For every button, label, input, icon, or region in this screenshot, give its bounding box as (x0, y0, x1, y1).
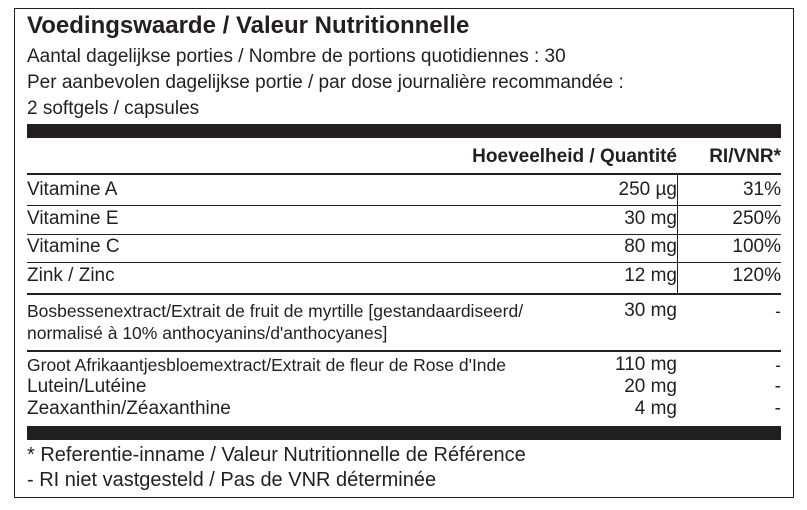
nutrient-ri: - (774, 398, 781, 419)
section-rule (27, 350, 781, 352)
nutrient-ri: 100% (732, 236, 781, 257)
extract-ri: - (775, 301, 781, 321)
table-row (27, 375, 781, 399)
nutrient-quantity: 250 µg (618, 179, 677, 200)
row-divider (27, 262, 781, 263)
table-row (27, 353, 781, 377)
nutrient-name: Vitamine E (27, 208, 119, 229)
nutrient-name: Zink / Zinc (27, 265, 115, 286)
ri-column-header: RI/VNR* (709, 146, 781, 167)
nutrient-quantity: 30 mg (624, 208, 677, 229)
nutrient-ri: 31% (742, 179, 781, 200)
extract-name-line-2: normalisé à 10% anthocyanins/d'anthocyanes] (27, 323, 388, 343)
nutrient-quantity: 20 mg (624, 376, 677, 397)
nutrient-name: Lutein/Lutéine (27, 376, 147, 397)
table-row (27, 207, 781, 231)
nutrient-name: Zeaxanthin/Zéaxanthine (27, 398, 231, 419)
table-row (27, 235, 781, 259)
table-row (27, 397, 781, 421)
section-rule (27, 293, 781, 295)
table-row (27, 299, 781, 323)
servings-line: Aantal dagelijkse porties / Nombre de portions quotidiennes : 30 (27, 46, 566, 67)
quantity-column-header: Hoeveelheid / Quantité (472, 146, 677, 167)
footnote-no-ri: - RI niet vastgesteld / Pas de VNR déterminée (27, 469, 437, 491)
header-rule (27, 173, 781, 175)
per-dose-line: Per aanbevolen dagelijkse portie / par dose journalière recommandée : (27, 72, 624, 93)
nutrient-ri: - (775, 355, 781, 375)
nutrition-facts-panel (14, 8, 794, 498)
nutrient-ri: 120% (732, 265, 781, 286)
nutrient-quantity: 4 mg (634, 398, 677, 419)
nutrient-quantity: 110 mg (615, 354, 677, 375)
panel-title: Voedingswaarde / Valeur Nutritionnelle (27, 12, 470, 39)
nutrient-quantity: 12 mg (624, 265, 677, 286)
extract-quantity: 30 mg (624, 300, 677, 321)
table-row (27, 264, 781, 288)
nutrient-name: Vitamine C (27, 236, 120, 257)
nutrient-ri: - (774, 376, 781, 397)
nutrient-name: Vitamine A (27, 179, 118, 200)
dose-line: 2 softgels / capsules (27, 98, 200, 119)
bottom-divider-bar (27, 426, 781, 440)
row-divider (27, 205, 781, 206)
nutrient-name: Groot Afrikaantjesbloemextract/Extrait de fleur de Rose d'Inde (27, 355, 507, 375)
extract-name-line-1: Bosbessenextract/Extrait de fruit de myrtille [gestandaardiseerd/ (27, 301, 524, 321)
table-row (27, 321, 781, 345)
nutrient-quantity: 80 mg (624, 236, 677, 257)
table-row (27, 178, 781, 202)
nutrient-ri: 250% (732, 208, 781, 229)
top-divider-bar (27, 124, 781, 138)
footnote-ri: * Referentie-inname / Valeur Nutritionnelle de Référence (27, 444, 526, 466)
